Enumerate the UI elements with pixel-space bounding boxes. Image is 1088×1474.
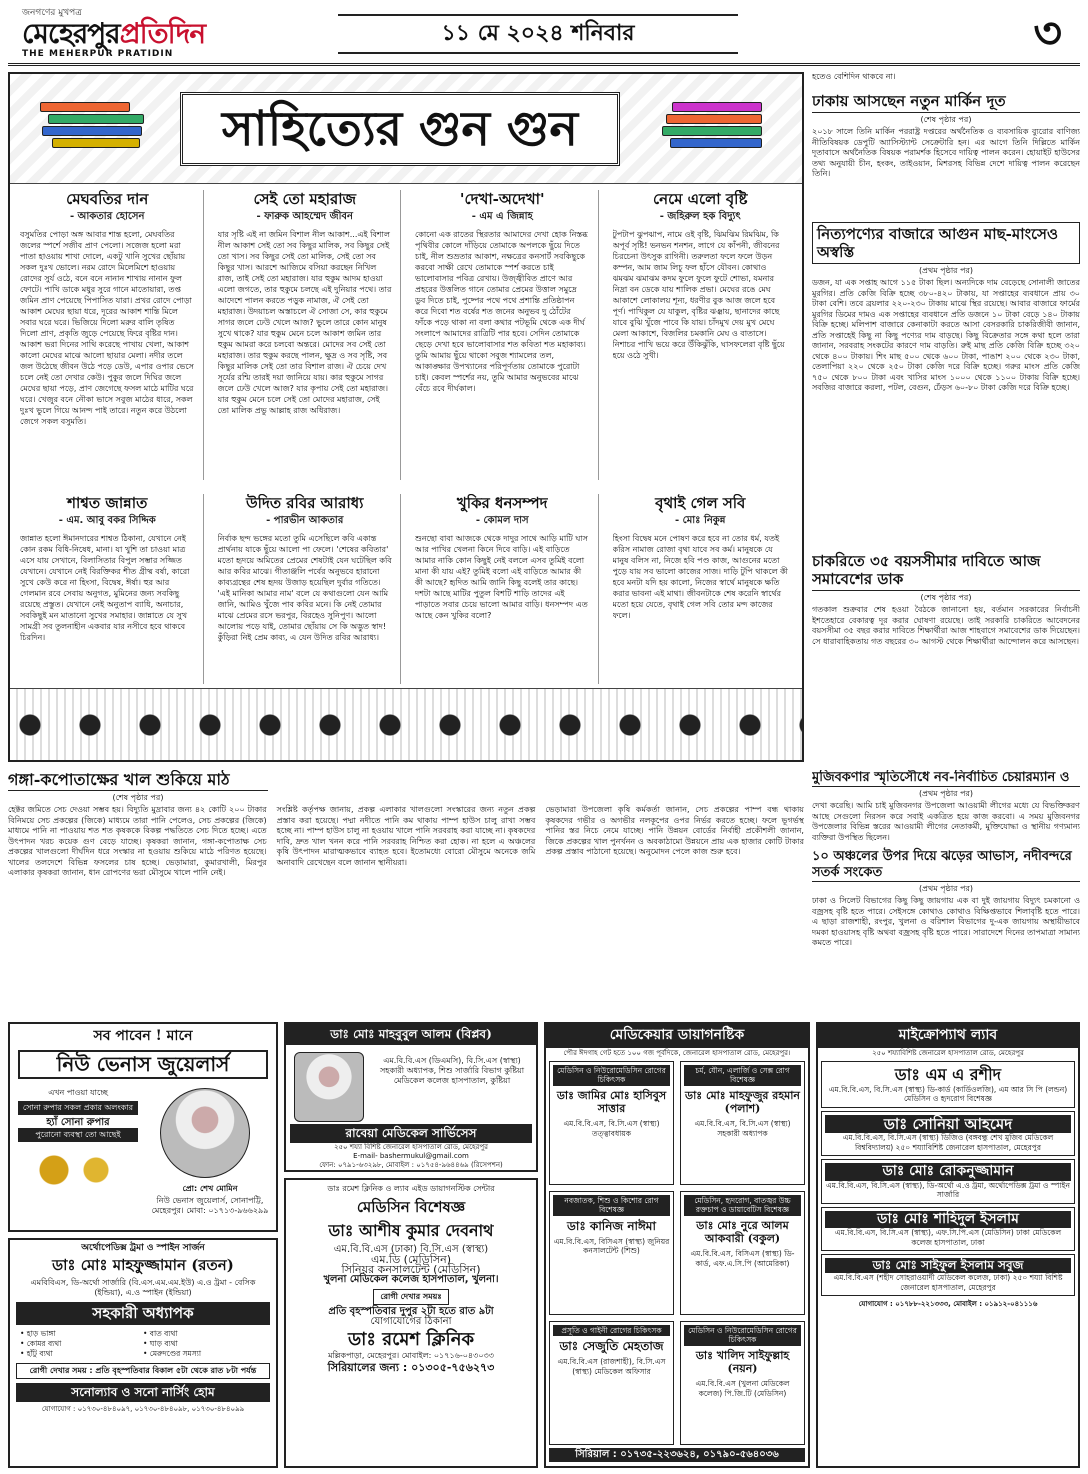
poem-author: - পারভীন আকতার [266,514,344,526]
article-text: ডজন, যা এক সপ্তাহ আগে ১১৫ টাকা ছিল। অন্যদিকে দাম বেড়েছে সোনালী জাতের মুরগির। প্রতি কেজি বিক্রি হচ্ছে ৩৮০-৪২০ টাকায়, যা সপ্তাহের ব্যবধানে প্রায় ৩০ টাকা বেশি। তবে ব্রয়লার ২২০-২৩০ টাকায় মাঝে স্থির রয়েছে। আবার বাজারে ফার্মের মুরগির ডিমের দামও এক সপ্তাহের ব্যবধানে প্রতি ডজনে ১০ টাকা বেড়ে ১৪০ টাকায় বিক্রি হচ্ছে। মলিপাশ বাজারে কেনাকাটা করতে আসা বেসরকারি চাকরিজীবী জানান, প্রতি সপ্তাহেই কিছু না কিছু পণ্যের দাম বাড়ছে। কিছু বিক্রেতার সঙ্গে কথা হলে তারা জানান, সরবরাহ সংকটের কারণে দাম বাড়তি। রুই মাছ প্রতি কেজি বিক্রি হচ্ছে ৩২০ থেকে ৪০০ টাকায়। শিং মাছ ৫০০ থেকে ৬০০ টাকা, পাঙাশ ২০০ থেকে ২৩০ টাকা, তেলাপিয়া ২২০ থেকে ২৫০ টাকা কেজি দরে বিক্রি হচ্ছে। গরুর মাংস প্রতি কেজি ৭৫০ থেকে ৮০০ টাকা এবং খাসির মাংস ১০০০ থেকে ১১০০ টাকায় বিক্রি হচ্ছে। সবজির বাজারে করলা, পটল, বেগুন, ঢেঁড়স ৬০-৮০ টাকা কেজি দরে বিক্রি হচ্ছে। [812,278,1080,392]
news-job-age [812,546,1080,686]
doctor-name: ডাঃ সেজুতি মেহতাজ [559,1339,664,1353]
continued-note: হতেও বেশিদিন থাকবে না। [812,72,896,81]
ad-clinic-header: ডাঃ রমেশ ক্লিনিক ও ল্যাব এইড ডায়াগনস্টিক সেন্টার [327,1184,495,1193]
poem [613,494,797,684]
doctor-photo [294,1052,364,1122]
ad-medicare-diagnostic [544,1022,810,1468]
lab-address: ২৫০ শয্যাবিশিষ্ট জেনারেল হাসপাতাল রোড, মেহেরপুর [872,1048,1024,1057]
doctor-qualification: এম.বি.বি.এস (খুলনা মেডিকেল কলেজ) পি.জি.টি (মেডিসিন) [695,1379,790,1398]
poem-title: সেই তো মহারাজ [253,190,356,208]
poem-title: খুকির ধনসম্পদ [456,494,548,512]
serial-phone: সিরিয়ালের জন্য : ০১৩০৫-৭৫৬২৭৩ [327,1361,495,1375]
doctor-qualification: এম.ডি (মেডিসিন) [370,1252,452,1266]
doctor-card [821,1159,1075,1204]
center-address: পৌর ঈদগাহ গেট হতে ১০০ গজ পূর্বদিকে, জেনারেল হাসপাতাল রোড, মেহেরপুর। [563,1048,791,1057]
owner-photo [160,1088,250,1178]
treatment-list [10,1329,276,1359]
poem-title: বৃথাই গেল সবি [655,494,746,512]
doctor-specialty: মেডিসিন বিশেষজ্ঞ [356,1198,466,1216]
poem-author: - আকতার হোসেন [70,210,145,222]
newspaper-name-b: প্রতিদিন [119,17,206,51]
article-text: হেক্টর জমিতে সেচ দেওয়া সম্ভব হয়। বিদ্যুতি মুদ্রাবার জন্য ৪২ কোটি ২০০ টাকার বিনিময়ে সেচ প্রকল্পের (জিকে) মাধ্যমে তারা পানি পেলেও, সেচ প্রকল্পের (জিকে) মাধ্যমে পানি না পাওয়ায় শত শত কৃষককে বিকল্প পদ্ধতিতে সেচ দিতে হচ্ছে। এতে উৎপাদন খরচ কয়েক গুণ বেড়ে যাচ্ছে। কৃষকরা জানান, গঙ্গা-কপোতাক্ষ সেচ প্রকল্পের খালগুলো দীর্ঘদিন ধরে সংস্কার না হওয়ায় শুকিয়ে মাঠে পরিণত হয়েছে। খালের তলদেশে বিভিন্ন ফসলের চাষ হচ্ছে। ভেড়ামারা, কুমারখালী, মিরপুর এলাকার কৃষকরা জানান, ধান রোপণের ভরা মৌসুমে খালে পানি নেই। [8,805,267,877]
doctor-name: ডাঃ মোঃ নুরে আলম আকবারী (বকুল) [696,1218,789,1246]
doctor-card [821,1111,1075,1157]
poem-text: নির্বাক ছন্দ ভঙ্গের মতো তুমি এসেছিলে কবি একান্ত প্রার্থনায় যাকে ছুঁয়ে আলো পা ফেলে। 'শেষের কবিতার' মতো হৃদয়ে অমিতের প্রেমের শেষটাই যেন ঘটেছিল কবি আর কবির মাঝে। গীতাঞ্জলি পর্বের অনুভবে হারানো কাব্যগ্রন্থের শেষ হৃদয় উজাড় হয়েছিল দুর্বার গতিতে। 'এই মানিকা আমার নাম' বলে যে কথাগুলো যেন আমি জানি, আমিও খুঁজে পাব কবির মনে। কি নেই তোমার মাঝে প্রেমের রসে ভরপুর, বিরহেও সুনিপুণ। আলো আলোয় পড়ে যাই, তোমার ছোঁয়ায় সে কি অদ্ভুত স্বাদ! কুঁড়িরা নিই প্রেম কাব্য, এ যেন উদিত রবির আরাধ্য। [217,534,392,643]
doctor-card [549,1191,674,1315]
center-name: মেডিকেয়ার ডায়াগনষ্টিক [546,1024,808,1048]
ad-top-line: সব পাবেন ! মানে [93,1028,193,1044]
article-columns [8,805,804,879]
doctor-name: ডাঃ মোঃ মাহবুবুল আলম (বিপ্লব) [286,1024,536,1045]
doctor-hospital: খুলনা মেডিকেল কলেজ হাসপাতাল, খুলনা। [323,1273,499,1285]
doctor-name: ডাঃ আশীষ কুমার দেবনাথ [328,1220,494,1240]
newspaper-name-a: মেহেরপুর [22,17,120,51]
literature-title: সাহিত্যের গুন গুন [180,92,620,166]
ad-ortho-doctor [8,1238,278,1468]
doctor-qualification: এমবিবিএস, ডি-অর্থো সার্জারি (বি.এস.এম.এম.ইউ) এ.ও ট্রমা - বেসিক (ইন্ডিয়া), এ.ও স্পাইন (ইন্ডিয়া) [30,1277,256,1297]
doctor-qualification: এম.বি.বি.এস, বি.সি.এস (স্বাস্থ্য) ডি-কার্ড (কার্ডিওলজি), এম আর সি পি (লন্ডন) মেডিসিন ও হৃদরোগ বিশেষজ্ঞ [828,1084,1068,1103]
headline: নিত্যপণ্যের বাজারে আগুন মাছ-মাংসেও অস্বস্তি [812,222,1080,264]
doctor-qualification: এম.বি.বি.এস (রাজশাহী), বি.সি.এস (স্বাস্থ্য) মেডিকেল অফিসার [557,1357,666,1376]
issue-date: ১১ মে ২০২৪ শনিবার [338,14,738,54]
poem-title: নেমে এলো বৃষ্টি [653,190,748,208]
poem-author: - এম. আবু বকর সিদ্দিক [58,514,156,526]
contact-phone: ফোন: ০৭৯১-৬৩২৯৮, মোবাইল : ০১৭৫৪-৯৬৪৪৬৯ (রিসেপশন) [319,1161,503,1169]
ad-child-surgeon [284,1022,538,1172]
doctor-name: ডাঃ জামির মোঃ হাসিবুস সাত্তার [556,1088,667,1116]
news-us-envoy [812,86,1080,216]
list-item: • হাড় ভাঙ্গা [20,1328,56,1338]
doctor-specialty: মেডিসিন, হৃদরোগ, বাতজ্বর উচ্চ রক্তচাপ ও ডায়াবেটিস বিশেষজ্ঞ [684,1195,801,1216]
ad-line: এখন পাওয়া যাচ্ছে [48,1088,108,1097]
ad-line: পুরোনো ব্যবস্থা তো আছেই [18,1128,138,1142]
doctor-card [680,1191,805,1315]
doctor-card [821,1061,1075,1108]
doctor-qualification: এম.বি.বি.এস, বিসিএস (স্বাস্থ্য) ডি-কার্ড, এফ.এ.সি.পি (আমেরিকা) [690,1249,795,1268]
poem [218,494,402,684]
doctor-name: ডাঃ মোঃ মাহফুজ্জামান (রতন) [52,1256,234,1274]
doctor-name: ডাঃ মোঃ শাহিদুল ইসলাম [825,1211,1071,1229]
ad-micropath-lab [816,1022,1080,1468]
article-text: দেখা করেছি। আমি চাই মুজিবনগর উপজেলা আওয়ামী লীগের মধ্যে যে বিভক্তিকরণ আছে সেগুলো নিরসন করে সবাই একত্রিত হয়ে কাজ করবো। এ সময় মুজিবনগর উপজেলার বিভিন্ন স্তরের আওয়ামী লীগের নেতাকর্মী, মুক্তিযোদ্ধা ও স্থানীয় গণ্যমান্য ব্যক্তিরা উপস্থিত ছিলেন। [812,801,1080,842]
poem [415,190,599,480]
doctor-card [821,1254,1075,1296]
ad-specialty: অর্থোপেডিক্স ট্রমা ও স্পাইন সার্জন [81,1243,205,1253]
poems-row-2 [20,494,796,684]
doctor-specialty: চর্ম, যৌন, এলার্জি ও সেক্স রোগ বিশেষজ্ঞ [684,1065,801,1086]
newspaper-name [22,19,282,49]
tagline: জনগণের মুখপত্র [22,8,82,18]
ad-shop-name: নিউ ভেনাস জুয়েলার্স [18,1050,268,1079]
doctor-qualification: এম.বি.বি.এস (ঢাকা) বি.সি.এস (স্বাস্থ্য) [333,1243,489,1255]
list-item: • হাঁটু ব্যথা [20,1348,53,1358]
continued-label: (শেষ পৃষ্ঠার পর) [920,115,972,124]
doctor-name: ডাঃ মোঃ সাইফুল ইসলাম সবুজ [825,1258,1071,1273]
clinic-name: রাবেয়া মেডিকেল সার্ভিসেস [290,1124,532,1143]
gold-ornament-icon [18,1150,138,1190]
doctor-qualification: এম.বি.বি.এস, বি.সি.এস (স্বাস্থ্য), এফ.সি.পি.এস (মেডিসিন) ঢাকা মেডিকেল কলেজ হাসপাতাল, ঢাকা [834,1228,1062,1247]
visiting-time-label: রোগী দেখার সময়ঃ [373,1289,448,1305]
headline: চাকরিতে ৩৫ বয়সসীমার দাবিতে আজ সমাবেশের ডাক [812,552,1080,591]
doctor-specialty: নবজাতক, শিশু ও কিশোর রোগ বিশেষজ্ঞ [553,1195,670,1216]
poem-author: - এম এ জিন্নাহ [471,210,533,222]
poem-author: - ফারুক আহম্মেদ জীবন [256,210,353,222]
doctor-name: ডাঃ এম এ রশীদ [894,1064,1002,1084]
article-text: ঢাকা ও সিলেট বিভাগের কিছু কিছু জায়গায় এক বা দুই জায়গায় বিদ্যুৎ চমকানো ও বজ্রসহ বৃষ্টি হতে পারে। সেইসঙ্গে কোথাও কোথাও বিক্ষিপ্তভাবে শিলাবৃষ্টি হতে পারে। এ ছাড়া রাজশাহী, রংপুর, খুলনা ও বরিশাল বিভাগের দু-এক জায়গায় অস্থায়ীভাবে দমকা হাওয়াসহ বৃষ্টি অথবা বজ্রসহ বৃষ্টি হতে পারে। সারাদেশে দিনের তাপমাত্রা সামান্য কমতে পারে। [812,896,1080,947]
continued-label: (প্রথম পৃষ্ঠার পর) [918,884,974,893]
ad-medicine-specialist [284,1178,538,1468]
doctor-qualification: এম.বি.বি.এস, বি.সি.এস (স্বাস্থ্য), ডি-অর্থো এ.ও ট্রমা, অর্থোপেডিক্স ট্রমা ও স্পাইন সার্জারি [826,1180,1070,1200]
headline: ঢাকায় আসছেন নতুন মার্কিন দূত [812,92,1080,113]
poem [20,190,204,480]
article-text: গতকাল শুক্রবার শেষ হওয়া বৈঠকে জানানো হয়, বর্তমান সরকারের নির্বাচনী ইশতেহারে বেকারত্ব দূর করার ঘোষণা রয়েছে। তাই সরকারি চাকরিতে আবেদনের বয়সসীমা ৩৫ বছর করার দাবিতে শিক্ষার্থীরা আজ শাহবাগে সমাবেশের ডাক দিয়েছেন। সে ধারাবাহিকতায় গত বছরের ৩০ আগস্ট থেকে শিক্ষার্থীরা আন্দোলন করে আসছেন। [812,605,1080,646]
literature-header [10,74,802,184]
doctor-specialty: প্রসূতি ও গাইনী রোগের চিকিৎসক [553,1325,670,1337]
ad-line: সোনা রুপার সকল প্রকার অলংকার [18,1101,138,1115]
right-news-column [812,72,1080,762]
doctor-qualification: এম.বি.বি.এস, বি.সি.এস (স্বাস্থ্য) সহকারী অধ্যাপক [694,1119,791,1138]
poem-author: - মোঃ নিকুন্ন [675,514,726,526]
doctor-card [549,1321,674,1445]
headline: মুজিবকণার স্মৃতিসৌধে নব-নির্বাচিত চেয়ারম্যান ও [812,770,1080,787]
clinic-address: মল্লিকপাড়া, মেহেরপুর। মোবাইল: ০১৭১৬-০৪৩০৩৩ [328,1351,494,1361]
newspaper-logo [22,8,282,61]
visiting-time: প্রতি বৃহস্পতিবার দুপুর ২টা হতে রাত ৯টা [328,1305,494,1317]
poem-text: টুপটাপ ঝুপঝাপ, নামে ওই বৃষ্টি, ঝিমঝিম রিমঝিম, কি অপূর্ব সৃষ্টি! ভনভন শনশন, লাগে যে কাঁপনী, জীবনের চিরচেনা উৎসুক রাগিনী। তরুলতা ফলে ফলে উড়ন কম্পন, আম জাম লিচু ফল হাঁসে যৌবন। কোথাও ঝমঝম ঝমাঝম কদম ফুলে ফুলে ফুটে শোভা, যমনার নিদ্রা বন ডেকে যায় শালিক প্রভা। মেঘের রঙে মেঘ আকাশে লোকালয় শূন্য, ধরণীর বুক আজ জলে হবে পূর্ণ। পাখিকুল যে যাকুল, বৃষ্টির ঝঞ্ঝায়, ছানাদের কাছে যাবে বুঝি খুঁজে পাবে কি যায়। চাঁদমুখ দেয় মুখ মেঘে মেলা আকাশে, বিজলির চমকানি মেঘ ও বাতাসে। নিশাচর পাখি ভয়ে করে উঁকিঝুঁকি, ঘাসফলেরা বৃষ্টি ছুঁয়ে হয়ে ওঠে সুখী। [612,230,785,361]
doctor-name: ডাঃ সোনিয়া আহমেদ [825,1115,1071,1134]
advertisements [8,1022,1080,1470]
newspaper-name-en: THE MEHERPUR PRATIDIN [22,49,174,60]
news-canal [8,770,804,1018]
headline: গঙ্গা-কপোতাক্ষের খাল শুকিয়ে মাঠ [8,770,268,791]
doctor-name: ডাঃ কানিজ নাঈমা [567,1218,656,1233]
poem-text: জান্নাত হলো ঈমানদারের শাশ্বত ঠিকানা, যেখানে নেই কোন রকম বিধি-নিষেধ, মানা। যা খুশি তা চাওয়া মাত্র এসে যায় সেখানে, বিলাসিতার বিপুল সম্ভার সজ্জিত যেখানে। যেখানে নেই বিরক্তিকর শীত গ্রীষ্ম বর্ষা, কারো সুখে কেউ করে না হিংসা, বিদ্বেষ, ঈর্ষা। হুর আর গেলমান রবে সেবায় অনুগত, মুমিনের জন্য সবকিছু রয়েছে প্রস্তুত। যেখানে নেই অনুতাপ ব্যাধি, অনাচার, সবকিছুই মন মাতানো সুখের সমাহার। জান্নাতে যে সুখ সামগ্রী সব তুলনাহীন একবার যার নসীবে হবে থাকবে চিরদিন। [20,534,190,643]
masthead [8,4,1080,66]
doctor-qualification: এম.বি.বি.এস, বিসিএস (স্বাস্থ্য) জুনিয়র কনসালটেন্ট (শিশু) [553,1236,670,1255]
poem-text: যার সৃষ্টি এই না জমিন বিশাল নীল আকাশ...এই বিশাল নীল আকাশ সেই তো সব কিছুর মালিক, সব কিছুর সেই তো খাস। সব কিছুর সেই তো মালিক, সেই তো সব কিছুর খাস। আরশে আজিমে বসিয়া করছেন নিখিল রাজ, তাই সেই তো মহারাজ। যার হুকুম আদম হাওয়া এলো জগতে, তার হুকুমে চলছে এই দুনিয়ার পথে। তার আদেশে পালন করতে পড়ুক নামাজ, ঐ সেই তো মহারাজ। উদয়াচল অস্তাচলে ঐ সোজা সে, কার হুকুমে সাগর জলে ঢেউ খেলে আজ? ভুলে তারে কোন মানুষ সুখে থাকে? যার হুকুম মেনে চলে আকাশ জমিন তার হুকুম আমরা করে চলবো অন্তরে। মোদের সব সেই তো মহারাজ। তার হুকুম করছে পালন, ক্ষুদ্র ও সব সৃষ্টি, সব কিছুর মালিক সেই তো তার বিশাল রাজ। ঐ চেয়ে দেখ সূর্যের রশ্মি তারই দয়া জানিয়ে যায়। কার হুকুমে সাগর জলে ঢেউ খেলে আজ? যার কৃপায় সেই তো মহারাজ। যার হুকুম মেনে চলে সেই তো মোদের মহারাজ, সেই তো মালিক প্রভু আল্লাহ রাজ অধিরাজ। [217,230,392,416]
doctor-card [680,1061,805,1185]
list-item: • বাত ব্যথা [143,1328,178,1338]
email: E-mail- bashermukul@gmail.com [353,1152,469,1160]
list-item: • ঘাড় ব্যথা [143,1338,178,1348]
poem-author: - কোমল দাস [475,514,529,526]
doctor-name: ডাঃ মোঃ রোকনুজ্জামান [825,1163,1071,1181]
poem [415,494,599,684]
headline: ১০ অঞ্চলের উপর দিয়ে ঝড়ের আভাস, নদীবন্দরে সতর্ক সংকেত [812,849,1080,882]
poem-text: শুনছো বাবা আজকে থেকে দাদুর সাথে আড়ি মাটি ঘাস আর পাখির খেলনা কিনে দিবে বাড়ি। এই বাড়িতে আমার নাকি কোন কিছুই নেই বললে এসব তুমিই বলো মানা কী যায় এই? তুমিই বলো এই বাড়িতে আমার কী কী আছে? হৃদিত আমি জানি কিছু বলেই তার কাছে। দশটা আছে মাটির পুতুল বিশটি শাড়ি তাদের এই পাড়াতে সবার চেয়ে ভালো আমার বাড়ি। ধনসম্পদ এত আছে কেন খুকির বলো? [415,534,588,621]
floral-ornament-border [10,688,802,760]
poem [20,494,204,684]
lab-name: মাইক্রোপ্যাথ ল্যাব [818,1024,1078,1048]
doctor-name: ডাঃ খালিদ সাইফুল্লাহ (নয়ন) [695,1348,790,1376]
doctor-card [680,1321,805,1445]
contact-phone: যোগাযোগ : ০১৭৮৮-২২১৩৩৩, মোবাইল : ০১৯১২-০৪১১১৬ [858,1300,1038,1309]
continued-label: (প্রথম পৃষ্ঠার পর) [918,266,974,275]
doctor-role: সহকারী অধ্যাপক [16,1302,270,1325]
doctor-qualification: এম.বি.বি.এস, বি.সি.এস (স্বাস্থ্য) ডিজিও (বঙ্গবন্ধু শেখ মুজিব মেডিকেল বিশ্ববিদ্যালয়) ২৫০ শয্যাবিশিষ্ট জেনারেল হাসপাতাল, মেহেরপুর [842,1133,1054,1152]
page-number: ৩ [1033,8,1062,59]
doctor-qualification: এম.বি.বি.এস, বি.সি.এস (স্বাস্থ্য) তত্ত্বাবধায়ক [563,1119,660,1138]
poem-title: উদিত রবির আরাধ্য [245,494,364,512]
poem [613,190,797,480]
poem-title: শাশ্বত জান্নাত [67,494,148,512]
books-illustration-icon [662,102,772,152]
news-right-lower [812,770,1080,1018]
article-text: সংশ্লিষ্ট কর্তৃপক্ষ জানায়, প্রকল্প এলাকার খালগুলো সংস্কারের জন্য নতুন প্রকল্প প্রস্তাব করা হয়েছে। পদ্মা নদীতে পানি কম থাকায় পাম্প হাউস চালু রাখা সম্ভব হচ্ছে না। পাম্প হাউস চালু না হওয়ায় খালে পানি সরবরাহ করা যাচ্ছে না। কৃষকদের দাবি, দ্রুত খাল খনন করে পানি সরবরাহ নিশ্চিত করা হোক। না হলে এ অঞ্চলের কৃষি উৎপাদন মারাত্মকভাবে ব্যাহত হবে। ইতোমধ্যে বোরো মৌসুমে অনেকে জমি অনাবাদি রেখেছেন বলে জানান স্থানীয়রা। [276,805,536,867]
doctor-qualification: এম.বি.বি.এস (শহীদ সোহরাওয়ার্দী মেডিকেল কলেজ, ঢাকা) ২৫০ শয্যা বিশিষ্ট জেনারেল হাসপাতাল, মেহেরপুর [833,1273,1063,1292]
doctor-card [821,1207,1075,1252]
ad-jewellers [8,1022,278,1232]
continued-label: (প্রথম পৃষ্ঠার পর) [918,789,974,798]
doctor-designation: সিনিয়র কনসালটেন্ট (মেডিসিন) [341,1262,481,1276]
list-item: • মেরুদণ্ডের সমস্যা [143,1348,202,1358]
doctor-specialty: মেডিসিন ও নিউরোমেডিসিন রোগের চিকিৎসক [684,1325,801,1346]
ad-address: নিউ ভেনাস জুয়েলার্স, সোনাপট্টি, মেহেরপুর। মোবা: ০১৭১৩-৯৬৬২৯৯ [151,1196,269,1215]
poem-text: হিংসা বিদ্বেষ মনে পোষণ করে হবে না তোর ধর্ম, যতই করিস নামাজ রোজা বৃথা যাবে সব কর্ম। মানুষকে যে মানুষ বলিস না, নিজে হবি পণ্ড কাজ, আগুনের মতো পুড়ে যায় সব ভালো কাজের সাজ। দাড়ি টুপি থাকলে কী হবে মনটা যদি হয় কালো, নিজের স্বার্থে মানুষকে ক্ষতি করার ভাবনা এই মাথা। জীবনটাকে শেষ করেনি স্বার্থের মতো হয়ে যেতে, বৃথাই গেল সবি তোর মন্দ কাজের ফলে। [612,534,788,621]
clinic-address: ২৫০ শয্যা বিশিষ্ট জেনারেল হাসপাতাল রোড, মেহেরপুর [333,1143,489,1151]
visiting-time: রোগী দেখার সময় : প্রতি বৃহস্পতিবার বিকাল ৫টা থেকে রাত ৮টা পর্যন্ত [16,1363,270,1379]
clinic-name: সনোল্যাব ও সনো নার্সিং হোম [16,1383,270,1402]
poem-text: বসুমতির পোড়া অঙ্গ আবার শান্ত হলো, মেঘবতির জলের স্পর্শে সজীব প্রাণ পেলো। সজেজ হলো মরা পাতা হাওয়ায় শাখা দোলে, একটু খানি সুখের ছোঁয়ায় সকল দুঃখ ভোলে। নরম রোদে মিলেমিশে হাওয়ায় রোদের সুর্য ওঠে, বনে বনে নানান শাখায় নানান ফুল ফোটে। পাখি ডাকে মধুর সুরে গানে মাতোয়ারা, তপ্ত জমিন প্রাণ পেয়েছে পিপাসিত যারা। প্রখর রোদে পোড়া আকাশ মেঘের ছায়া ধরে, দূরের আকাশ শান্তি মিলে সবার ঘরে ঘরে। ভিজিয়ে দিলো মরুর বালি তৃষিত দিলো প্রাণ, প্রকৃতি জুড়ে পেয়েছে ফিরে বৃষ্টির দান। আকাশ ভরা দিনের সাথি করেছে পাখায় খেলা, আকাশ কালো মেঘের মাঝে আলো ছায়ার মেলা। নদীর তলে জল উঠেছে জীবন উঠে পড়ে ডেউ, এপার ওপার ভেসে চলে নেই তো দেখার কেউ। পুকুর জলে দিঘির জলে মেঘের ছায়া পড়ে, প্রাণ জেগেছে ফসল মাঠে মাটির ঘরে ঘরে। খেজুর বনে নৌকা ভাসে সবুজ মাঠের ধারে, সকল দুঃখ ভুলে গিয়ে আনন্দ পাই তারে। নতুন করে উঠলো জেগে সকল বসুমতি। [20,230,194,427]
doctor-specialty: মেডিসিন ও নিউরোমেডিসিন রোগের চিকিৎসক [553,1065,670,1086]
books-illustration-icon [40,102,150,152]
contact-phone: যোগাযোগ : ০১৭৩০-৪৮৪০৯৭, ০১৭৩০-৪৮৪০৯৮, ০১৭৩০-৪৮৪০৯৯ [41,1404,245,1413]
list-item: • কোমর ব্যথা [20,1338,62,1348]
poem [218,190,402,480]
poem-author: - জহিরুল হক বিদ্যুৎ [659,210,741,222]
doctor-card [549,1061,674,1185]
poem-text: কোনো এক রাতের স্থিরতার আমাদের দেখা হোক নিস্তব্ধ পৃথিবীর কোলে দাঁড়িয়ে তোমাকে অপলকে ছুঁয়ে দিতে চাই, নীল শুভ্রতার আকাশ, নক্ষত্রের কনসার্ট সবকিছুকে করবো সাক্ষী রেখে তোমাকে স্পর্শ করতে চাই ভালোবাসার পবিত্র রেখায়। উজ্জ্বীবিত প্রাণে আর প্রহরের উত্তলিত গানে তোমার প্রেমের উত্তাল সমুদ্রে ডুব দিতে চাই, পুষ্পের পথে পথে প্রশান্তি প্রতিষ্ঠাপন করে দিবো শত বর্ষের শত জনের অনুভব দু ঠোঁটের ফাঁকে পড়ে থাকা না বলা কথার পটভূমি থেকে এক দীর্ঘ সংলাপে আমাদের রাত্রিটি পার হবে। সেদিন তোমাকে ছেড়ে দেখা হবে ভালোবাসার শত কবিতা শত মহাকাব্য। তুমি আমায় ছুঁয়ে থাকো সবুজ শ্যামলের তল, আকাঙ্ক্ষার উপখ্যানের পরিপূর্ণতায় তোমাকে পুরোটা চাই। কেবল স্পর্শের নয়, তুমি আমার অনুভবের মাঝে বেঁচে রবে দীর্ঘকাল। [415,230,588,394]
poems-row-1 [20,190,796,480]
poem-title: মেঘবতির দান [66,190,149,208]
serial-phone: সিরিয়াল : ০১৭৩৫-২২৩৬২৪, ০১৭৯০-৫৬৪০৩৬ [549,1448,805,1462]
doctor-qualification: এম.বি.বি.এস (ডিএমসি), বি.সি.এস (স্বাস্থ্য) সহকারী অধ্যাপক, শিশু সার্জারি বিভাগ কুষ্টিয়া মেডিকেল কলেজ হাসপাতাল, কুষ্টিয়া [379,1056,525,1085]
doctor-name: ডাঃ মোঃ মাহফুজুর রহমান (পলাশ) [685,1088,800,1116]
poem-title: 'দেখা-অদেখা' [459,190,545,208]
clinic-name: ডাঃ রমেশ ক্লিনিক [347,1328,475,1350]
ad-line: হ্যাঁ সোনা রুপার [46,1117,110,1128]
article-text: ভেড়ামারা উপজেলা কৃষি কর্মকর্তা জানান, সেচ প্রকল্পের পাম্প বন্ধ থাকায় কৃষকদের গভীর ও অগভীর নলকূপের ওপর নির্ভর করতে হচ্ছে। ফলে ভূগর্ভস্থ পানির স্তর নিচে নেমে যাচ্ছে। পানি উন্নয়ন বোর্ডের নির্বাহী প্রকৌশলী জানান, জিকে প্রকল্পের খাল পুনর্খনন ও অবকাঠামো উন্নয়নে প্রায় এক হাজার কোটি টাকার প্রকল্প প্রস্তাব পাঠানো হয়েছে। অনুমোদন পেলে কাজ শুরু হবে। [545,805,804,856]
literature-section [8,72,804,762]
continued-label: (শেষ পৃষ্ঠার পর) [112,793,164,802]
continued-label: (শেষ পৃষ্ঠার পর) [920,593,972,602]
article-text: ২০১৮ সালে তিনি মার্কিন পররাষ্ট্র দপ্তরের অর্থনৈতিক ও ব্যবসায়িক ব্যুরোর বাণিজ্য নীতিবিষয়ক ডেপুটি অ্যাসিস্ট্যান্ট সেক্রেটারি হন। এর আগে তিনি দিল্লিতে মার্কিন দূতাবাসে অর্থনৈতিক বিষয়ক পরামর্শক হিসেবে দায়িত্ব পালন করেন। হোয়াইট হাউসের তথ্য অনুযায়ী চীন, হংকং, তাইওয়ান, মিশরসহ বিভিন্ন দেশে দায়িত্ব পালন করেছেন তিনি। [812,127,1080,178]
address-label: যোগাযোগের ঠিকানা [370,1315,452,1327]
ad-owner: প্রো: শেখ মোমিন [182,1184,238,1193]
news-market-prices [812,216,1080,546]
